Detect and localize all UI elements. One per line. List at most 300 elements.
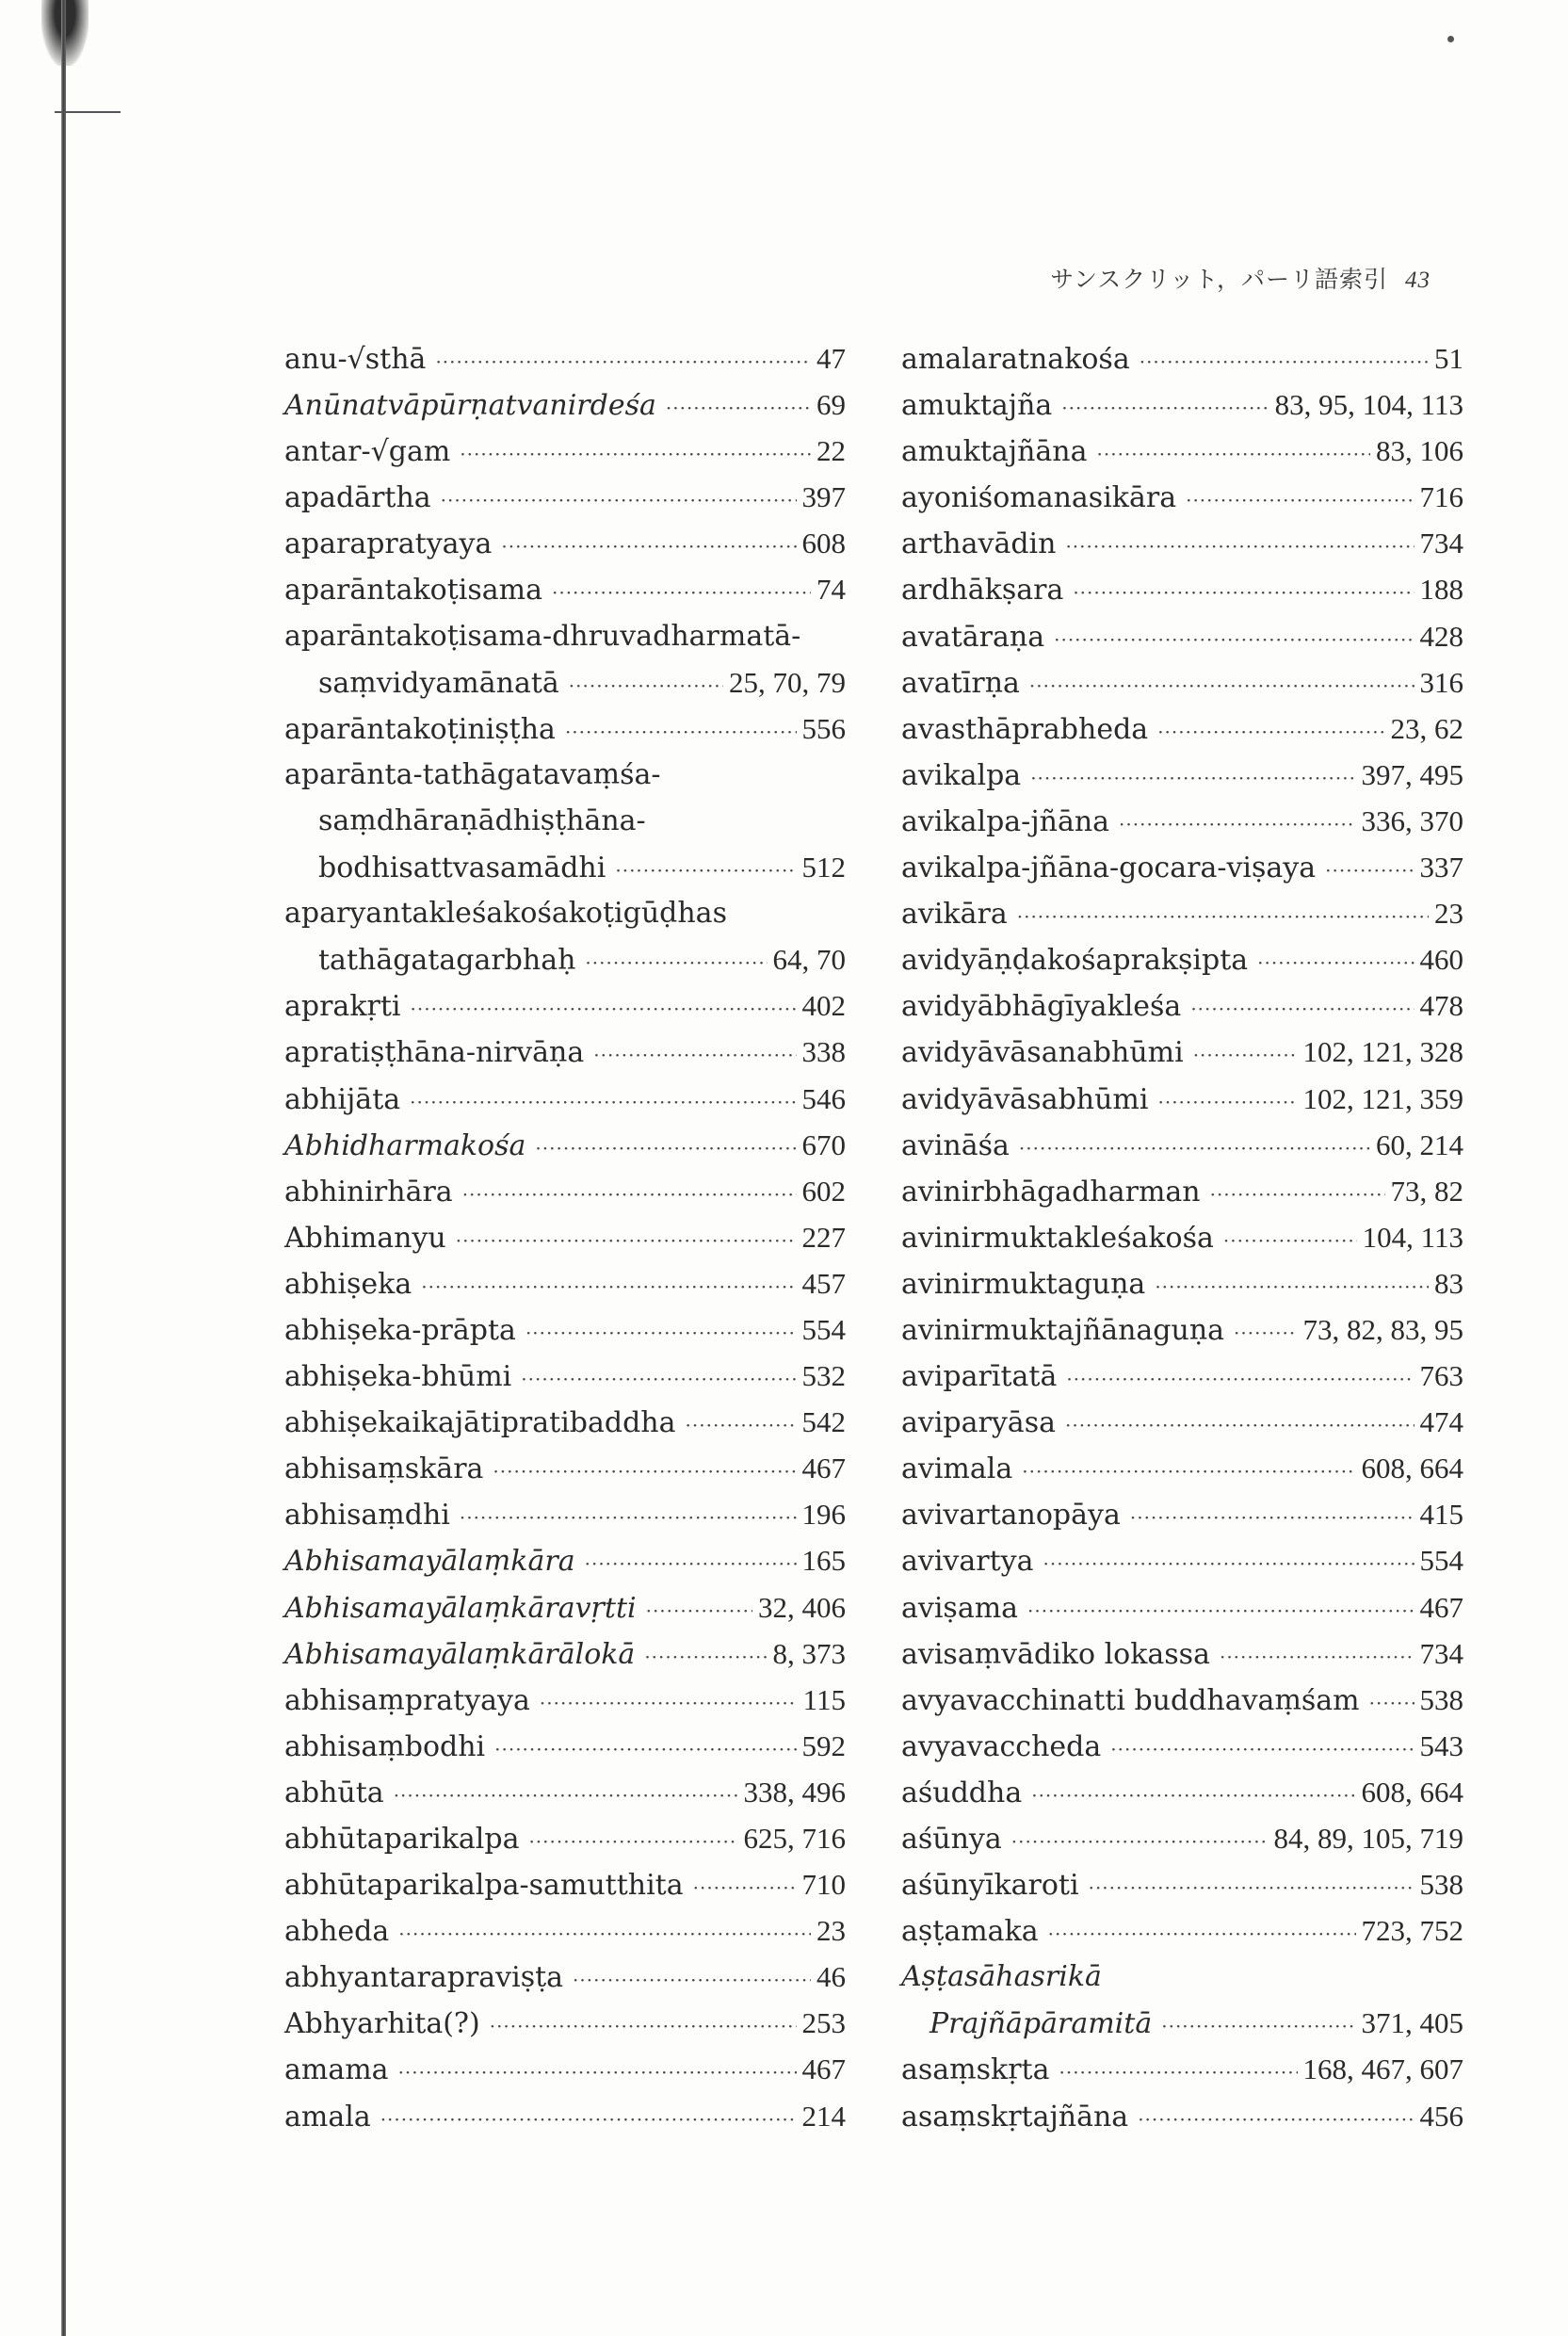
- index-term: avinirmuktaguṇa: [901, 1267, 1146, 1301]
- leader-dots: [411, 986, 797, 1032]
- index-term: aparāntakoṭiniṣṭha: [284, 712, 556, 746]
- page-references: 542: [801, 1405, 846, 1439]
- page-references: 336, 370: [1361, 803, 1463, 837]
- page-references: 546: [801, 1081, 846, 1115]
- index-entry: [901, 2046, 1463, 2092]
- index-entry: [901, 1677, 1463, 1723]
- leader-dots: [435, 339, 811, 385]
- page-references: 608, 664: [1361, 1775, 1463, 1809]
- page-references: 415: [1419, 1498, 1463, 1532]
- index-entry: [284, 474, 846, 520]
- leader-dots: [535, 1126, 796, 1172]
- index-entry: [901, 1630, 1463, 1677]
- index-entry: [284, 1445, 846, 1491]
- index-term: abhisaṃbodhi: [284, 1729, 486, 1763]
- index-term: amalaratnakośa: [901, 343, 1130, 376]
- page-references: 608, 664: [1361, 1452, 1463, 1485]
- index-entry: [901, 1769, 1463, 1815]
- index-entry: [901, 1214, 1463, 1260]
- page-references: 115: [802, 1682, 846, 1716]
- page-references: 23: [1434, 897, 1463, 931]
- leader-dots: [1059, 2050, 1297, 2096]
- index-term: aviparītatā: [901, 1360, 1058, 1394]
- page-references: 196: [801, 1498, 846, 1532]
- leader-dots: [569, 663, 723, 709]
- index-term: abhisaṃskāra: [284, 1452, 484, 1486]
- page-references: 512: [801, 851, 846, 884]
- index-term: Abhisamayālaṃkāravṛtti: [284, 1591, 637, 1625]
- index-term: avasthāprabheda: [901, 712, 1149, 746]
- leader-dots: [456, 1218, 797, 1264]
- page-references: 734: [1419, 1636, 1463, 1670]
- index-entry: [901, 706, 1463, 752]
- index-term: abhiṣeka-prāpta: [284, 1313, 516, 1347]
- leader-dots: [394, 1773, 738, 1819]
- index-term: aparyantakleśakośakoṭigūḍhas: [284, 897, 727, 931]
- index-term: avidyāṇḍakośaprakṣipta: [901, 944, 1249, 978]
- index-entry: [901, 566, 1463, 612]
- page-references: 8, 373: [772, 1636, 846, 1670]
- index-term: abheda: [284, 1915, 390, 1949]
- leader-dots: [1140, 339, 1429, 385]
- index-term: abhisaṃdhi: [284, 1499, 450, 1533]
- leader-dots: [1234, 1310, 1297, 1356]
- leader-dots: [1325, 848, 1414, 894]
- index-entry: [901, 1076, 1463, 1122]
- page-references: 168, 467, 607: [1302, 2052, 1463, 2086]
- index-entry: [284, 566, 846, 612]
- index-entry: [284, 2000, 846, 2046]
- index-entry: [284, 706, 846, 752]
- index-entry: [284, 1815, 846, 1861]
- index-term: abhijāta: [284, 1082, 401, 1116]
- leader-dots: [460, 1495, 797, 1541]
- page-references: 457: [801, 1266, 846, 1300]
- leader-dots: [1210, 1172, 1385, 1218]
- index-term: Abhyarhita(?): [284, 2007, 480, 2041]
- index-entry: [284, 1029, 846, 1075]
- leader-dots: [1097, 431, 1371, 478]
- leader-dots: [1369, 1680, 1414, 1727]
- index-entry: [901, 1861, 1463, 1907]
- leader-dots: [585, 1541, 797, 1587]
- index-entry: [901, 798, 1463, 844]
- index-term: avinirmuktakleśakośa: [901, 1221, 1214, 1255]
- index-term: apadārtha: [284, 481, 431, 515]
- page-references: 592: [801, 1728, 846, 1762]
- page-references: 337: [1419, 851, 1463, 884]
- leader-dots: [1061, 385, 1269, 431]
- index-term: Anūnatvāpūrṇatvanirdeśa: [284, 389, 656, 423]
- index-column-left: [284, 335, 846, 2139]
- leader-dots: [644, 1634, 767, 1680]
- leader-dots: [1186, 478, 1414, 524]
- page-references: 69: [816, 388, 846, 422]
- index-entry: [901, 890, 1463, 936]
- page-references: 397: [801, 480, 846, 514]
- index-entry: [284, 1723, 846, 1769]
- index-entry: [284, 335, 846, 381]
- index-entry: [284, 982, 846, 1029]
- index-entry: [901, 982, 1463, 1029]
- page-references: 608: [801, 527, 846, 560]
- index-term: apratiṣṭhāna-nirvāṇa: [284, 1036, 585, 1070]
- leader-dots: [1157, 1079, 1297, 1126]
- index-term: aparapratyaya: [284, 527, 493, 561]
- page-references: 23, 62: [1390, 711, 1463, 745]
- page-references: 402: [801, 989, 846, 1023]
- page-references: 602: [801, 1174, 846, 1208]
- index-term: amama: [284, 2053, 389, 2087]
- index-term: aśūnya: [901, 1823, 1002, 1856]
- index-entry: [284, 1907, 846, 1954]
- page-references: 25, 70, 79: [729, 665, 846, 699]
- leader-dots: [380, 2097, 797, 2143]
- page-references: 670: [801, 1127, 846, 1161]
- index-entry: [901, 1907, 1463, 1954]
- page-references: 338, 496: [743, 1775, 846, 1809]
- index-term: abhinirhāra: [284, 1175, 453, 1209]
- page-references: 47: [816, 342, 846, 375]
- leader-dots: [1157, 709, 1384, 755]
- leader-dots: [421, 1264, 796, 1310]
- page-references: 83, 106: [1376, 434, 1463, 468]
- index-term: avikalpa: [901, 758, 1022, 792]
- leader-dots: [1119, 802, 1355, 848]
- page-references: 543: [1419, 1728, 1463, 1762]
- index-entry: [284, 1861, 846, 1907]
- page-references: 397, 495: [1361, 757, 1463, 791]
- index-entry: [901, 1029, 1463, 1075]
- index-entry: [901, 1537, 1463, 1583]
- leader-dots: [1223, 1218, 1357, 1264]
- index-term: ardhākṣara: [901, 574, 1064, 608]
- leader-dots: [1054, 617, 1414, 663]
- leader-dots: [441, 478, 797, 524]
- leader-dots: [666, 385, 811, 431]
- index-term: Abhimanyu: [284, 1221, 446, 1255]
- index-term: abhiṣeka-bhūmi: [284, 1360, 512, 1394]
- index-entry: [284, 659, 846, 706]
- leader-dots: [1110, 1727, 1414, 1773]
- index-entry: [284, 613, 846, 659]
- leader-dots: [565, 709, 797, 755]
- index-term: avidyāvāsabhūmi: [901, 1082, 1149, 1116]
- page-references: 64, 70: [772, 943, 846, 977]
- index-entry: [901, 1815, 1463, 1861]
- index-entry: [284, 1954, 846, 2000]
- index-term: ayoniśomanasikāra: [901, 481, 1177, 515]
- page-references: 723, 752: [1361, 1914, 1463, 1948]
- index-term: avivartya: [901, 1545, 1034, 1579]
- index-term: bodhisattvasamādhi: [318, 852, 606, 885]
- index-term: avikāra: [901, 898, 1008, 932]
- page-references: 554: [1419, 1544, 1463, 1578]
- page-references: 716: [1419, 480, 1463, 514]
- page-references: 316: [1419, 665, 1463, 699]
- leader-dots: [1031, 1773, 1355, 1819]
- page-number: 43: [1405, 268, 1431, 293]
- index-term: Aṣṭasāhasrikā: [901, 1960, 1102, 1994]
- page-references: 227: [801, 1220, 846, 1254]
- index-term: Abhisamayālaṃkāra: [284, 1545, 575, 1579]
- index-term: saṃvidyamānatā: [318, 666, 559, 700]
- index-entry: [901, 381, 1463, 428]
- leader-dots: [1138, 2097, 1414, 2143]
- index-entry: [901, 1353, 1463, 1399]
- leader-dots: [1220, 1634, 1414, 1680]
- page-references: 538: [1419, 1868, 1463, 1902]
- leader-dots: [593, 1032, 796, 1079]
- page-references: 165: [801, 1544, 846, 1578]
- index-term: abhyantarapraviṣṭa: [284, 1961, 564, 1995]
- index-entry: [284, 752, 846, 798]
- leader-dots: [1155, 1264, 1429, 1310]
- page-references: 253: [801, 2006, 846, 2040]
- leader-dots: [521, 1356, 796, 1403]
- index-entry: [901, 1122, 1463, 1168]
- index-entry: [284, 2093, 846, 2139]
- page-references: 32, 406: [758, 1590, 846, 1624]
- leader-dots: [1048, 1911, 1356, 1957]
- index-term: avyavaccheda: [901, 1729, 1102, 1763]
- index-term: abhūtaparikalpa: [284, 1823, 520, 1856]
- index-entry: [284, 1076, 846, 1122]
- page-references: 102, 121, 328: [1302, 1035, 1463, 1069]
- page-references: 467: [801, 1452, 846, 1485]
- page-references: 474: [1419, 1405, 1463, 1439]
- index-term: abhiṣekaikajātipratibaddha: [284, 1406, 676, 1440]
- index-entry: [284, 381, 846, 428]
- page-references: 60, 214: [1376, 1127, 1463, 1161]
- page-speck: [1447, 36, 1454, 42]
- page-references: 102, 121, 359: [1302, 1081, 1463, 1115]
- index-term: avivartanopāya: [901, 1499, 1121, 1533]
- index-entry: [901, 1954, 1463, 2000]
- leader-dots: [1043, 1541, 1414, 1587]
- index-term: avidyāvāsanabhūmi: [901, 1036, 1184, 1070]
- index-term: avidyābhāgīyakleśa: [901, 990, 1182, 1024]
- leader-dots: [501, 524, 796, 570]
- page-references: 467: [1419, 1590, 1463, 1624]
- leader-dots: [1257, 940, 1414, 986]
- index-term: avimala: [901, 1452, 1013, 1486]
- page-references: 83: [1434, 1266, 1463, 1300]
- page-references: 625, 716: [743, 1822, 846, 1855]
- leader-dots: [1030, 755, 1355, 802]
- leader-dots: [525, 1310, 797, 1356]
- index-entry: [901, 2093, 1463, 2139]
- index-entry: [901, 1399, 1463, 1445]
- page-references: 532: [801, 1359, 846, 1393]
- index-term: amuktajña: [901, 389, 1053, 423]
- leader-dots: [573, 1957, 811, 2003]
- index-entry: [284, 1122, 846, 1168]
- leader-dots: [1019, 1126, 1370, 1172]
- leader-dots: [646, 1588, 752, 1634]
- leader-dots: [460, 431, 811, 478]
- index-term: Abhisamayālaṃkārālokā: [284, 1637, 636, 1671]
- page-references: 478: [1419, 989, 1463, 1023]
- page-references: 74: [816, 573, 846, 607]
- index-term: saṃdhāraṇādhiṣṭhāna-: [318, 803, 646, 837]
- index-entry: [901, 335, 1463, 381]
- index-entry: [284, 1214, 846, 1260]
- index-entry: [901, 520, 1463, 566]
- page-references: 46: [816, 1960, 846, 1994]
- index-term: aviparyāsa: [901, 1406, 1056, 1440]
- leader-dots: [693, 1865, 797, 1911]
- index-column-right: [901, 335, 1463, 2139]
- leader-dots: [398, 2050, 797, 2096]
- index-entry: [901, 659, 1463, 706]
- leader-dots: [1022, 1449, 1355, 1495]
- leader-dots: [1065, 524, 1414, 570]
- leader-dots: [490, 2003, 797, 2050]
- index-term: aśuddha: [901, 1776, 1023, 1809]
- page-references: 456: [1419, 2099, 1463, 2133]
- page-references: 51: [1434, 342, 1463, 375]
- index-term: avināśa: [901, 1128, 1010, 1162]
- page-references: 460: [1419, 943, 1463, 977]
- leader-dots: [686, 1403, 797, 1449]
- index-term: tathāgatagarbhaḥ: [318, 944, 576, 978]
- index-term: asaṃskṛta: [901, 2053, 1050, 2087]
- page-references: 338: [801, 1035, 846, 1069]
- leader-dots: [1130, 1495, 1414, 1541]
- header-title: サンスクリット，パーリ語索引: [1050, 266, 1388, 293]
- leader-dots: [585, 940, 767, 986]
- index-term: avinirmuktajñānaguṇa: [901, 1313, 1225, 1347]
- index-term: anu-√sthā: [284, 343, 427, 376]
- page-references: 214: [801, 2099, 846, 2133]
- index-term: aśūnyīkaroti: [901, 1869, 1079, 1903]
- page-references: 22: [816, 434, 846, 468]
- index-entry: [284, 1584, 846, 1630]
- page-references: 83, 95, 104, 113: [1274, 388, 1463, 422]
- page-references: 710: [801, 1868, 846, 1902]
- leader-dots: [494, 1727, 796, 1773]
- index-entry: [901, 1260, 1463, 1306]
- index-entry: [901, 1306, 1463, 1353]
- leader-dots: [1065, 1403, 1414, 1449]
- index-term: avisaṃvādiko lokassa: [901, 1637, 1210, 1671]
- index-term: avikalpa-jñāna: [901, 804, 1110, 838]
- leader-dots: [1190, 986, 1414, 1032]
- index-term: avyavacchinatti buddhavaṃśam: [901, 1683, 1360, 1717]
- page-references: 734: [1419, 527, 1463, 560]
- leader-dots: [1017, 894, 1429, 940]
- index-term: Abhidharmakośa: [284, 1128, 526, 1162]
- index-term: abhiṣeka: [284, 1267, 412, 1301]
- leader-dots: [1029, 663, 1414, 709]
- binding-tick: [55, 111, 121, 113]
- leader-dots: [1066, 1356, 1414, 1403]
- index-entry: [284, 1399, 846, 1445]
- index-entry: [284, 844, 846, 890]
- leader-dots: [528, 1819, 737, 1865]
- index-entry: [284, 1677, 846, 1723]
- running-header: [1050, 261, 1431, 295]
- index-entry: [901, 1584, 1463, 1630]
- leader-dots: [493, 1449, 796, 1495]
- page-references: 371, 405: [1361, 2006, 1463, 2040]
- index-term: abhūta: [284, 1776, 384, 1809]
- index-term: aparāntakoṭisama: [284, 574, 542, 608]
- index-entry: [901, 1491, 1463, 1537]
- leader-dots: [1161, 2003, 1355, 2050]
- index-entry: [284, 1260, 846, 1306]
- index-term: avinirbhāgadharman: [901, 1175, 1201, 1209]
- page-references: 23: [816, 1914, 846, 1948]
- leader-dots: [1073, 570, 1414, 616]
- index-entry: [901, 844, 1463, 890]
- page-references: 73, 82: [1390, 1174, 1463, 1208]
- leader-dots: [1089, 1865, 1414, 1911]
- leader-dots: [552, 570, 811, 616]
- index-entry: [901, 1168, 1463, 1214]
- page-references: 556: [801, 711, 846, 745]
- index-term: aṣṭamaka: [901, 1915, 1039, 1949]
- index-entry: [284, 428, 846, 474]
- index-entry: [901, 1445, 1463, 1491]
- page-references: 538: [1419, 1682, 1463, 1716]
- index-term: aparānta-tathāgatavaṃśa-: [284, 757, 661, 791]
- leader-dots: [462, 1172, 797, 1218]
- index-term: avatīrṇa: [901, 666, 1020, 700]
- page-references: 73, 82, 83, 95: [1302, 1312, 1463, 1346]
- index-term: aprakṛti: [284, 990, 401, 1024]
- index-entry: [901, 1723, 1463, 1769]
- index-entry: [284, 1306, 846, 1353]
- index-term: abhūtaparikalpa-samutthita: [284, 1869, 684, 1903]
- index-term: avatāraṇa: [901, 620, 1045, 654]
- index-entry: [284, 1491, 846, 1537]
- index-term: amuktajñāna: [901, 435, 1088, 469]
- index-term: abhisaṃpratyaya: [284, 1683, 530, 1717]
- index-entry: [284, 1168, 846, 1214]
- index-entry: [901, 2000, 1463, 2046]
- index-term: aparāntakoṭisama-dhruvadharmatā-: [284, 619, 801, 653]
- index-entry: [284, 1769, 846, 1815]
- index-term: arthavādin: [901, 527, 1057, 561]
- index-entry: [284, 1353, 846, 1399]
- index-entry: [284, 936, 846, 982]
- page-references: 428: [1419, 619, 1463, 653]
- leader-dots: [410, 1079, 796, 1126]
- page-references: 188: [1419, 573, 1463, 607]
- index-term: Prajñāpāramitā: [929, 2007, 1153, 2041]
- index-entry: [901, 936, 1463, 982]
- index-term: aviṣama: [901, 1591, 1019, 1625]
- binding-line: [61, 0, 66, 2336]
- index-term: amala: [284, 2100, 371, 2133]
- index-entry: [901, 428, 1463, 474]
- page-binding-edge: [55, 0, 73, 2336]
- page-references: 554: [801, 1312, 846, 1346]
- leader-dots: [540, 1680, 798, 1727]
- leader-dots: [615, 848, 796, 894]
- index-entry: [901, 613, 1463, 659]
- index-term: avikalpa-jñāna-gocara-viṣaya: [901, 852, 1317, 885]
- index-entry: [284, 890, 846, 936]
- index-entry: [284, 798, 846, 844]
- index-entry: [284, 520, 846, 566]
- page-references: 84, 89, 105, 719: [1273, 1822, 1463, 1855]
- index-entry: [901, 474, 1463, 520]
- index-term: asaṃskṛtajñāna: [901, 2100, 1129, 2133]
- leader-dots: [398, 1911, 811, 1957]
